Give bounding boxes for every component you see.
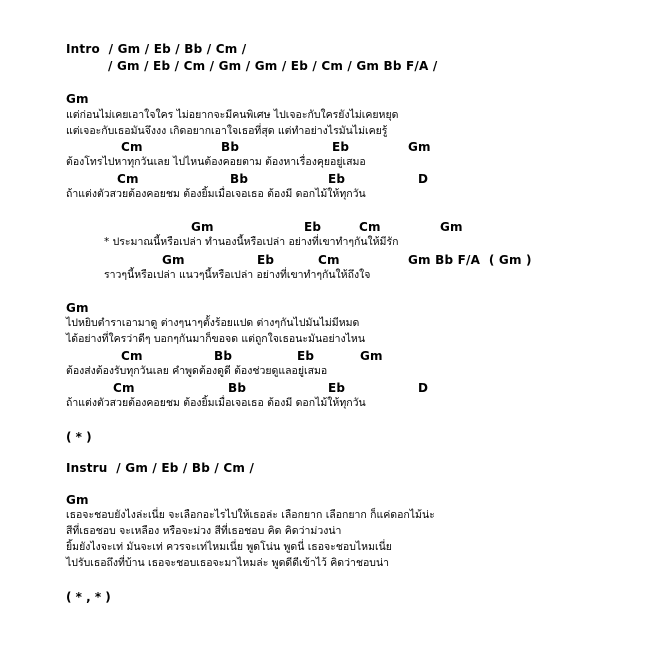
chorus-chord: Eb [257, 253, 275, 267]
verse2-chord: Bb [214, 349, 233, 363]
verse1-lyric-3: ต้องโทรไปหาทุกวันเลย ไปไหนต้องคอยตาม ต้องหาเรื่องคุยอยู่เสมอ [66, 156, 366, 168]
verse1-lyric-2: แต่เจอะกับเธอมันจึงงง เกิดอยากเอาใจเธอที่สุด แต่ทำอย่างไรมันไม่เคยรู้ [66, 125, 388, 137]
chorus-chord: Gm Bb F/A ( Gm ) [408, 253, 532, 267]
verse1-chord: Bb [230, 172, 249, 186]
verse2-start-chord: Gm [66, 301, 89, 315]
chorus-chord: Cm [318, 253, 340, 267]
chorus-lyric-1: * ประมาณนี้หรือเปล่า ทำนองนี้หรือเปล่า อย่างที่เขาทำๆกันให้มีรัก [104, 236, 399, 248]
verse2-lyric-3: ต้องส่งต้องรับทุกวันเลย คำพูดต้องดูดี ต้องช่วยดูแลอยู่เสมอ [66, 365, 328, 377]
chorus-chord: Eb [304, 220, 322, 234]
verse2-chord: D [418, 381, 429, 395]
verse2-lyric-1: ไปหยิบตำราเอามาดู ต่างๆนาๆตั้งร้อยแปด ต่างๆกันไปมันไม่มีหมด [66, 317, 360, 329]
intro-line-2: / Gm / Eb / Cm / Gm / Gm / Eb / Cm / Gm Bb F/A / [108, 59, 438, 73]
verse1-chord: Cm [117, 172, 139, 186]
verse1-chord: Eb [332, 140, 350, 154]
verse2-chord: Bb [228, 381, 247, 395]
intro-line-1: Intro / Gm / Eb / Bb / Cm / [66, 42, 247, 56]
verse1-chord: Cm [121, 140, 143, 154]
chorus-chord: Gm [440, 220, 463, 234]
verse2-lyric-2: ได้อย่างที่ใครว่าดีๆ บอกๆกันมาก็ขอจด แต่ถูกใจเธอนะมันอย่างไหน [66, 333, 366, 345]
repeat-marker-final: ( * , * ) [66, 590, 111, 604]
verse2-chord: Cm [113, 381, 135, 395]
verse2-chord: Gm [360, 349, 383, 363]
repeat-marker: ( * ) [66, 430, 92, 444]
bridge-lyric-2: สีที่เธอชอบ จะเหลือง หรือจะม่วง สีที่เธอชอบ คิด คิดว่าม่วงน่า [66, 525, 342, 537]
bridge-start-chord: Gm [66, 493, 89, 507]
bridge-lyric-3: ยิ้มยังไงจะเท่ มันจะเท่ ควรจะเท่ไหมเนี่ย พูดโน่น พูดนี่ เธอจะชอบไหมเนี่ย [66, 541, 392, 553]
verse2-chord: Eb [328, 381, 346, 395]
verse1-lyric-4: ถ้าแต่งตัวสวยต้องคอยชม ต้องยิ้มเมื่อเจอเธอ ต้องมี ดอกไม้ให้ทุกวัน [66, 188, 366, 200]
verse1-chord: Eb [328, 172, 346, 186]
verse1-lyric-1: แต่ก่อนไม่เคยเอาใจใคร ไม่อยากจะมีคนพิเศษ ไปเจอะกับใครยังไม่เคยหยุด [66, 109, 399, 121]
verse1-chord: Gm [408, 140, 431, 154]
verse1-chord: D [418, 172, 429, 186]
chorus-lyric-2: ราวๆนี้หรือเปล่า แนวๆนี้หรือเปล่า อย่างที่เขาทำๆกันให้ถึงใจ [104, 269, 371, 281]
bridge-lyric-1: เธอจะชอบยังไงล่ะเนี่ย จะเลือกอะไรไปให้เธอล่ะ เลือกยาก เลือกยาก ก็แค่ดอกไม้น่ะ [66, 509, 435, 521]
verse2-chord: Eb [297, 349, 315, 363]
verse2-chord: Cm [121, 349, 143, 363]
chorus-chord: Gm [191, 220, 214, 234]
chorus-chord: Gm [162, 253, 185, 267]
instrumental-line: Instru / Gm / Eb / Bb / Cm / [66, 461, 255, 475]
verse2-lyric-4: ถ้าแต่งตัวสวยต้องคอยชม ต้องยิ้มเมื่อเจอเธอ ต้องมี ดอกไม้ให้ทุกวัน [66, 397, 366, 409]
bridge-lyric-4: ไปรับเธอถึงที่บ้าน เธอจะชอบเธอจะมาไหมล่ะ พูดดีดีเข้าไว้ คิดว่าชอบน่า [66, 557, 390, 569]
verse1-start-chord: Gm [66, 92, 89, 106]
verse1-chord: Bb [221, 140, 240, 154]
chorus-chord: Cm [359, 220, 381, 234]
